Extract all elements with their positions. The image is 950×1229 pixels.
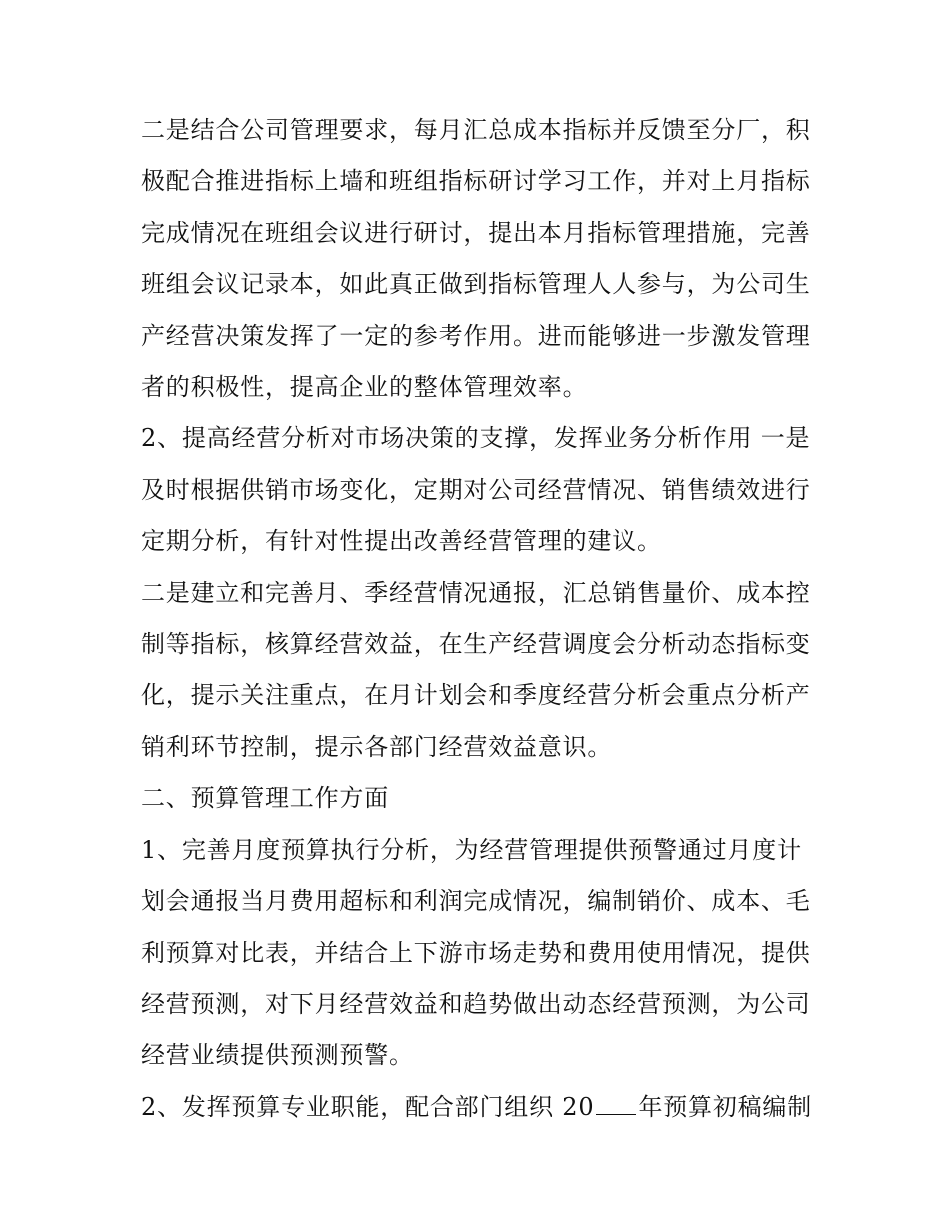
document-body [141,105,816,1133]
paragraph-budget-analysis: 1、完善月度预算执行分析，为经营管理提供预警通过月度计划会通报当月费用超标和利润完成情况，编制销价、成本、毛利预算对比表，并结合上下游市场走势和费用使用情况，提供经营预测，对下月经营效益和趋势做出动态经营预测，为公司经营业绩提供预测预警。 [141,835,811,1070]
paragraph-budget-function-end: 年预算初稿编制 [638,1092,813,1121]
paragraph-business-analysis: 2、提高经营分析对市场决策的支撑，发挥业务分析作用 一是及时根据供销市场变化，定期对公司经营情况、销售绩效进行定期分析，有针对性提出改善经营管理的建议。 [141,424,811,556]
paragraph-budget-function-start: 2、发挥预算专业职能，配合部门组织 20 [141,1092,595,1121]
paragraph-cost-indicators: 二是结合公司管理要求，每月汇总成本指标并反馈至分厂，积极配合推进指标上墙和班组指标研讨学习工作，并对上月指标完成情况在班组会议进行研讨，提出本月指标管理措施，完善班组会议记录本，如此真正做到指标管理人人参与，为公司生产经营决策发挥了一定的参考作用。进而能够进一步激发管理者的积极性，提高企业的整体管理效率。 [141,116,811,402]
section-heading-budget: 二、预算管理工作方面 [141,784,389,813]
fill-in-blank [596,1094,636,1115]
paragraph-monthly-report: 二是建立和完善月、季经营情况通报，汇总销售量价、成本控制等指标，核算经营效益，在生产经营调度会分析动态指标变化，提示关注重点，在月计划会和季度经营分析会重点分析产销利环节控制，提示各部门经营效益意识。 [141,578,811,761]
paragraph-budget-function [141,1082,816,1133]
